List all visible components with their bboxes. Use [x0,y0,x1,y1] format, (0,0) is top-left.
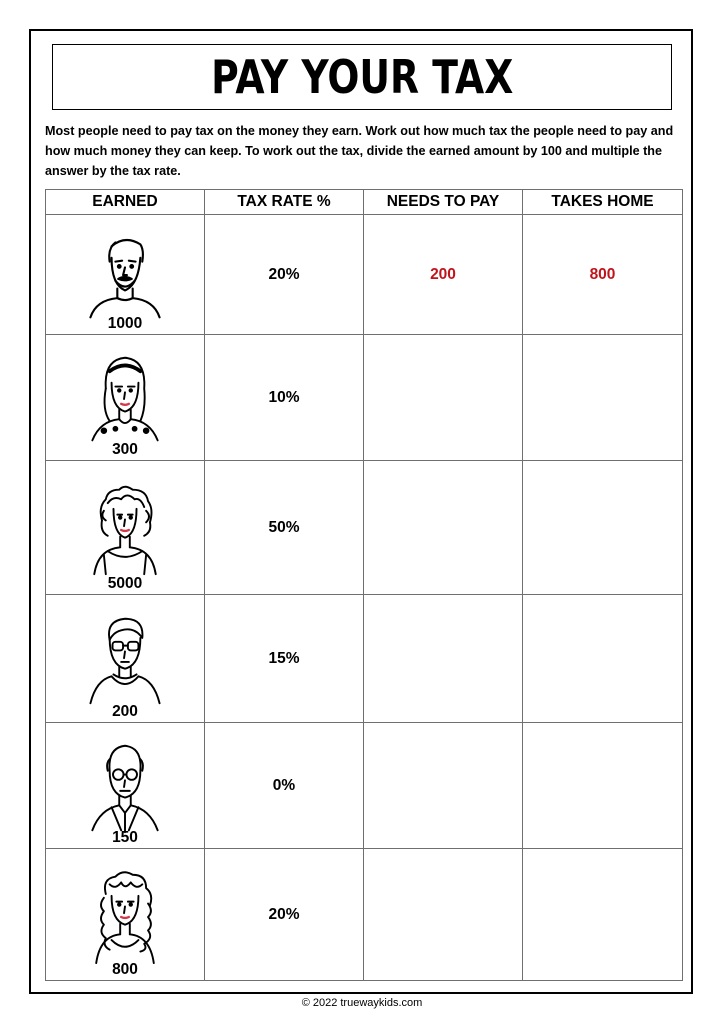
boy-with-glasses-portrait [77,611,173,711]
table-row [46,849,683,981]
woman-with-wavy-bob-portrait [77,478,173,582]
header-takes-home: TAKES HOME [523,190,683,215]
takes-home-cell[interactable] [523,849,683,981]
earned-cell [46,215,205,335]
takes-home-cell[interactable]: 800 [523,215,683,335]
needs-to-pay-cell[interactable] [364,461,523,595]
takes-home-cell[interactable] [523,461,683,595]
bald-man-with-glasses-portrait [77,738,173,838]
earned-amount: 150 [112,829,138,846]
earned-cell [46,849,205,981]
earned-cell [46,595,205,723]
needs-to-pay-cell[interactable] [364,723,523,849]
tax-table [45,189,683,981]
worksheet-frame [29,29,693,994]
table-row [46,595,683,723]
tax-rate-cell: 20% [205,849,364,981]
earned-cell [46,723,205,849]
earned-amount: 300 [112,441,138,458]
earned-amount: 800 [112,961,138,978]
takes-home-cell[interactable] [523,723,683,849]
tax-rate-cell: 20% [205,215,364,335]
page-title: PAY YOUR TAX [210,50,514,104]
instructions-text: Most people need to pay tax on the money they earn. Work out how much tax the people need to pay and how much money they can keep. To work out the tax, divide the earned amount by 100 and multiple the answer by the tax rate. [45,124,674,178]
tax-rate-cell: 10% [205,335,364,461]
table-row [46,461,683,595]
man-with-beard-portrait [77,229,173,325]
woman-with-headband-portrait [77,350,173,450]
table-row [46,335,683,461]
needs-to-pay-cell[interactable]: 200 [364,215,523,335]
header-needs-to-pay: NEEDS TO PAY [364,190,523,215]
table-row [46,215,683,335]
earned-cell [46,335,205,461]
earned-amount: 1000 [107,315,143,332]
header-tax-rate: TAX RATE % [205,190,364,215]
tax-rate-cell: 0% [205,723,364,849]
takes-home-cell[interactable] [523,335,683,461]
earned-cell [46,461,205,595]
table-row [46,723,683,849]
takes-home-cell[interactable] [523,595,683,723]
earned-amount: 5000 [107,575,143,592]
needs-to-pay-cell[interactable] [364,595,523,723]
earned-amount: 200 [112,703,138,720]
copyright-footer: © 2022 truewaykids.com [301,997,423,1009]
title-box [52,44,672,110]
tax-rate-cell: 50% [205,461,364,595]
woman-with-curly-hair-portrait [77,865,173,969]
needs-to-pay-cell[interactable] [364,335,523,461]
header-earned: EARNED [46,190,205,215]
tax-rate-cell: 15% [205,595,364,723]
table-header-row [46,190,683,215]
needs-to-pay-cell[interactable] [364,849,523,981]
